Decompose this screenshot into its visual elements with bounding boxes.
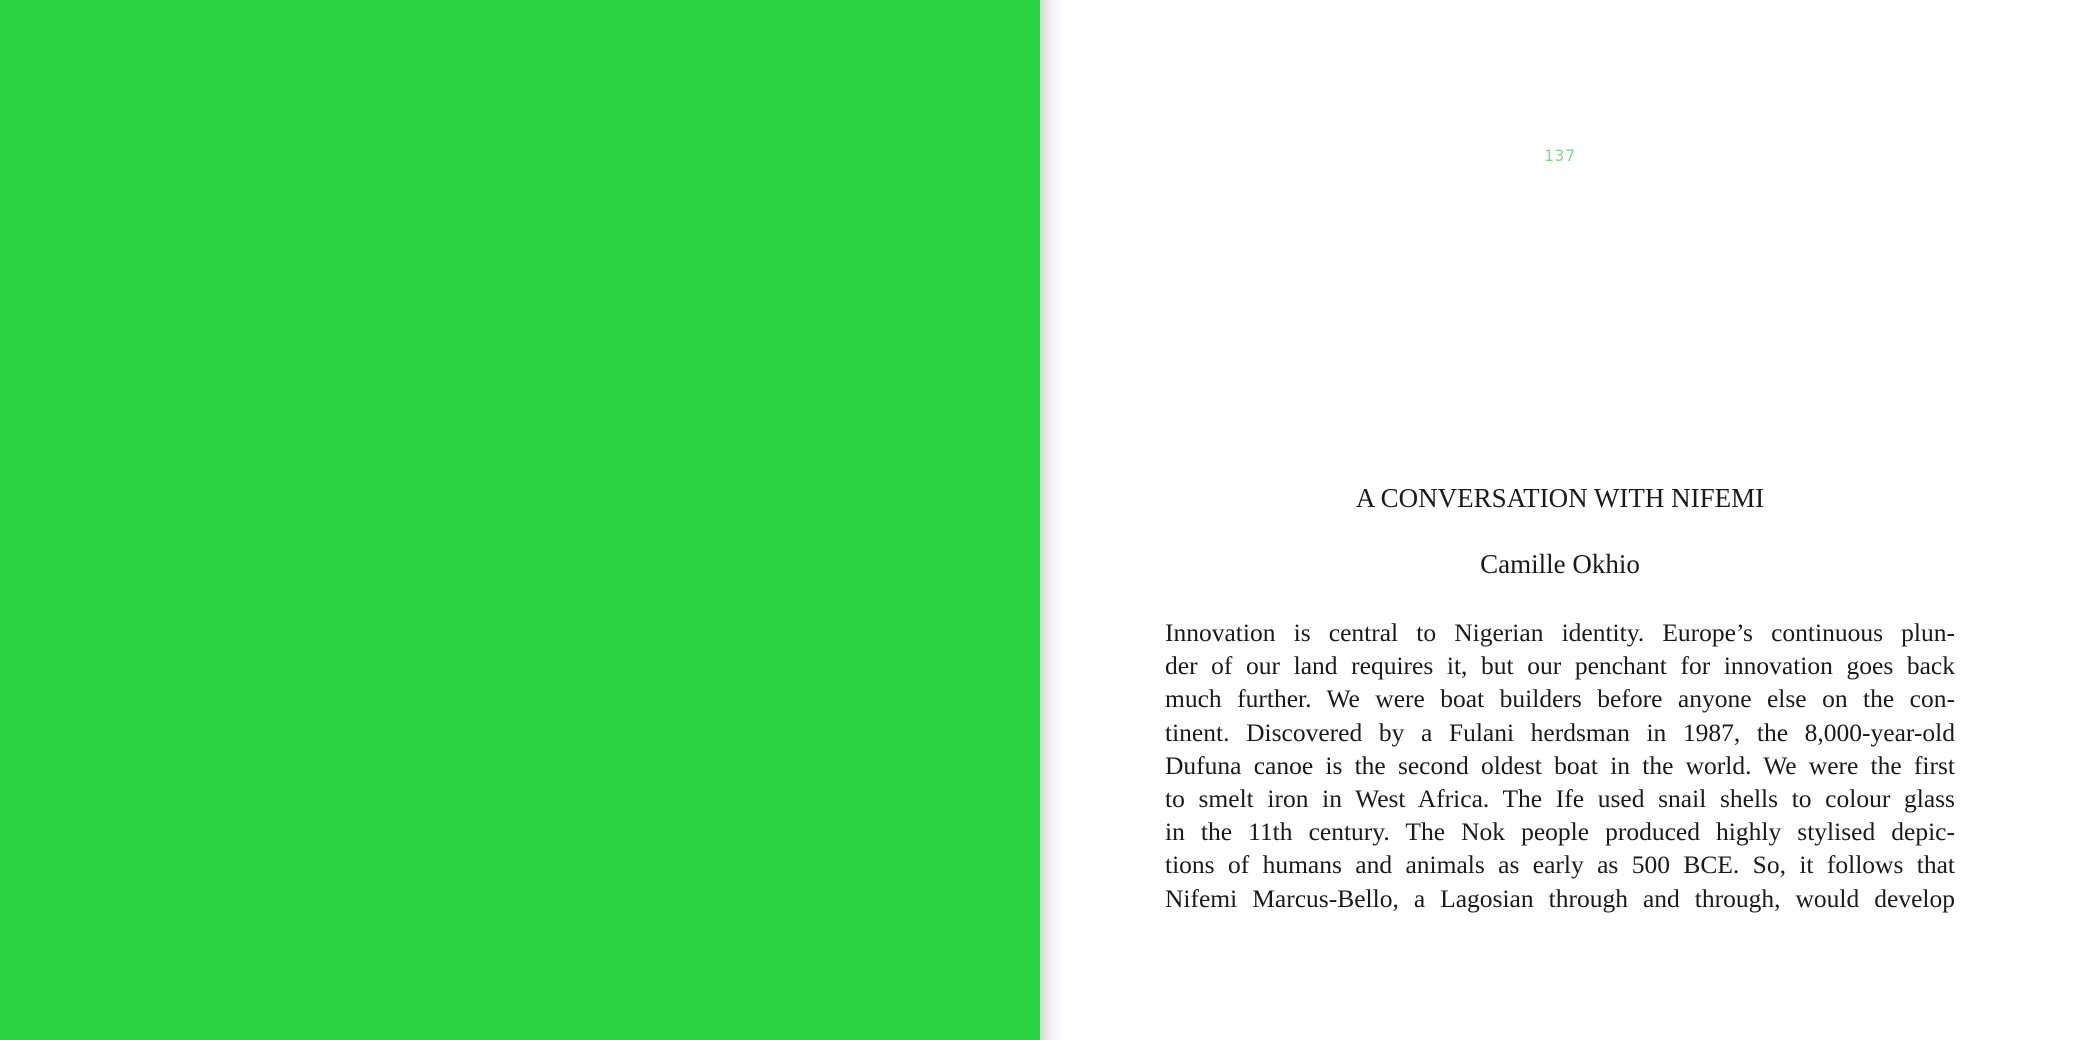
- body-line: tions of humans and animals as early as 500 BCE. So, it follows that: [1165, 850, 1955, 880]
- body-line: tinent. Discovered by a Fulani herdsman in 1987, the 8,000-year-old: [1165, 717, 1955, 747]
- body-line: der of our land requires it, but our penchant for innovation goes back: [1165, 651, 1955, 681]
- article-title: A CONVERSATION WITH NIFEMI: [1355, 483, 1765, 513]
- article-author: Camille Okhio: [1480, 549, 1640, 579]
- body-line: in the 11th century. The Nok people produced highly stylised depic-: [1165, 817, 1955, 847]
- article-body: [1165, 616, 1955, 915]
- body-line: Nifemi Marcus-Bello, a Lagosian through and through, would develop: [1165, 883, 1955, 913]
- body-line: Dufuna canoe is the second oldest boat in the world. We were the first: [1165, 750, 1955, 780]
- body-line: Innovation is central to Nigerian identity. Europe’s continuous plun-: [1165, 618, 1955, 647]
- page-number: 137: [1544, 146, 1576, 165]
- body-line: much further. We were boat builders before anyone else on the con-: [1165, 684, 1955, 714]
- body-line: to smelt iron in West Africa. The Ife used snail shells to colour glass: [1165, 784, 1955, 814]
- right-page: [1040, 0, 2080, 1040]
